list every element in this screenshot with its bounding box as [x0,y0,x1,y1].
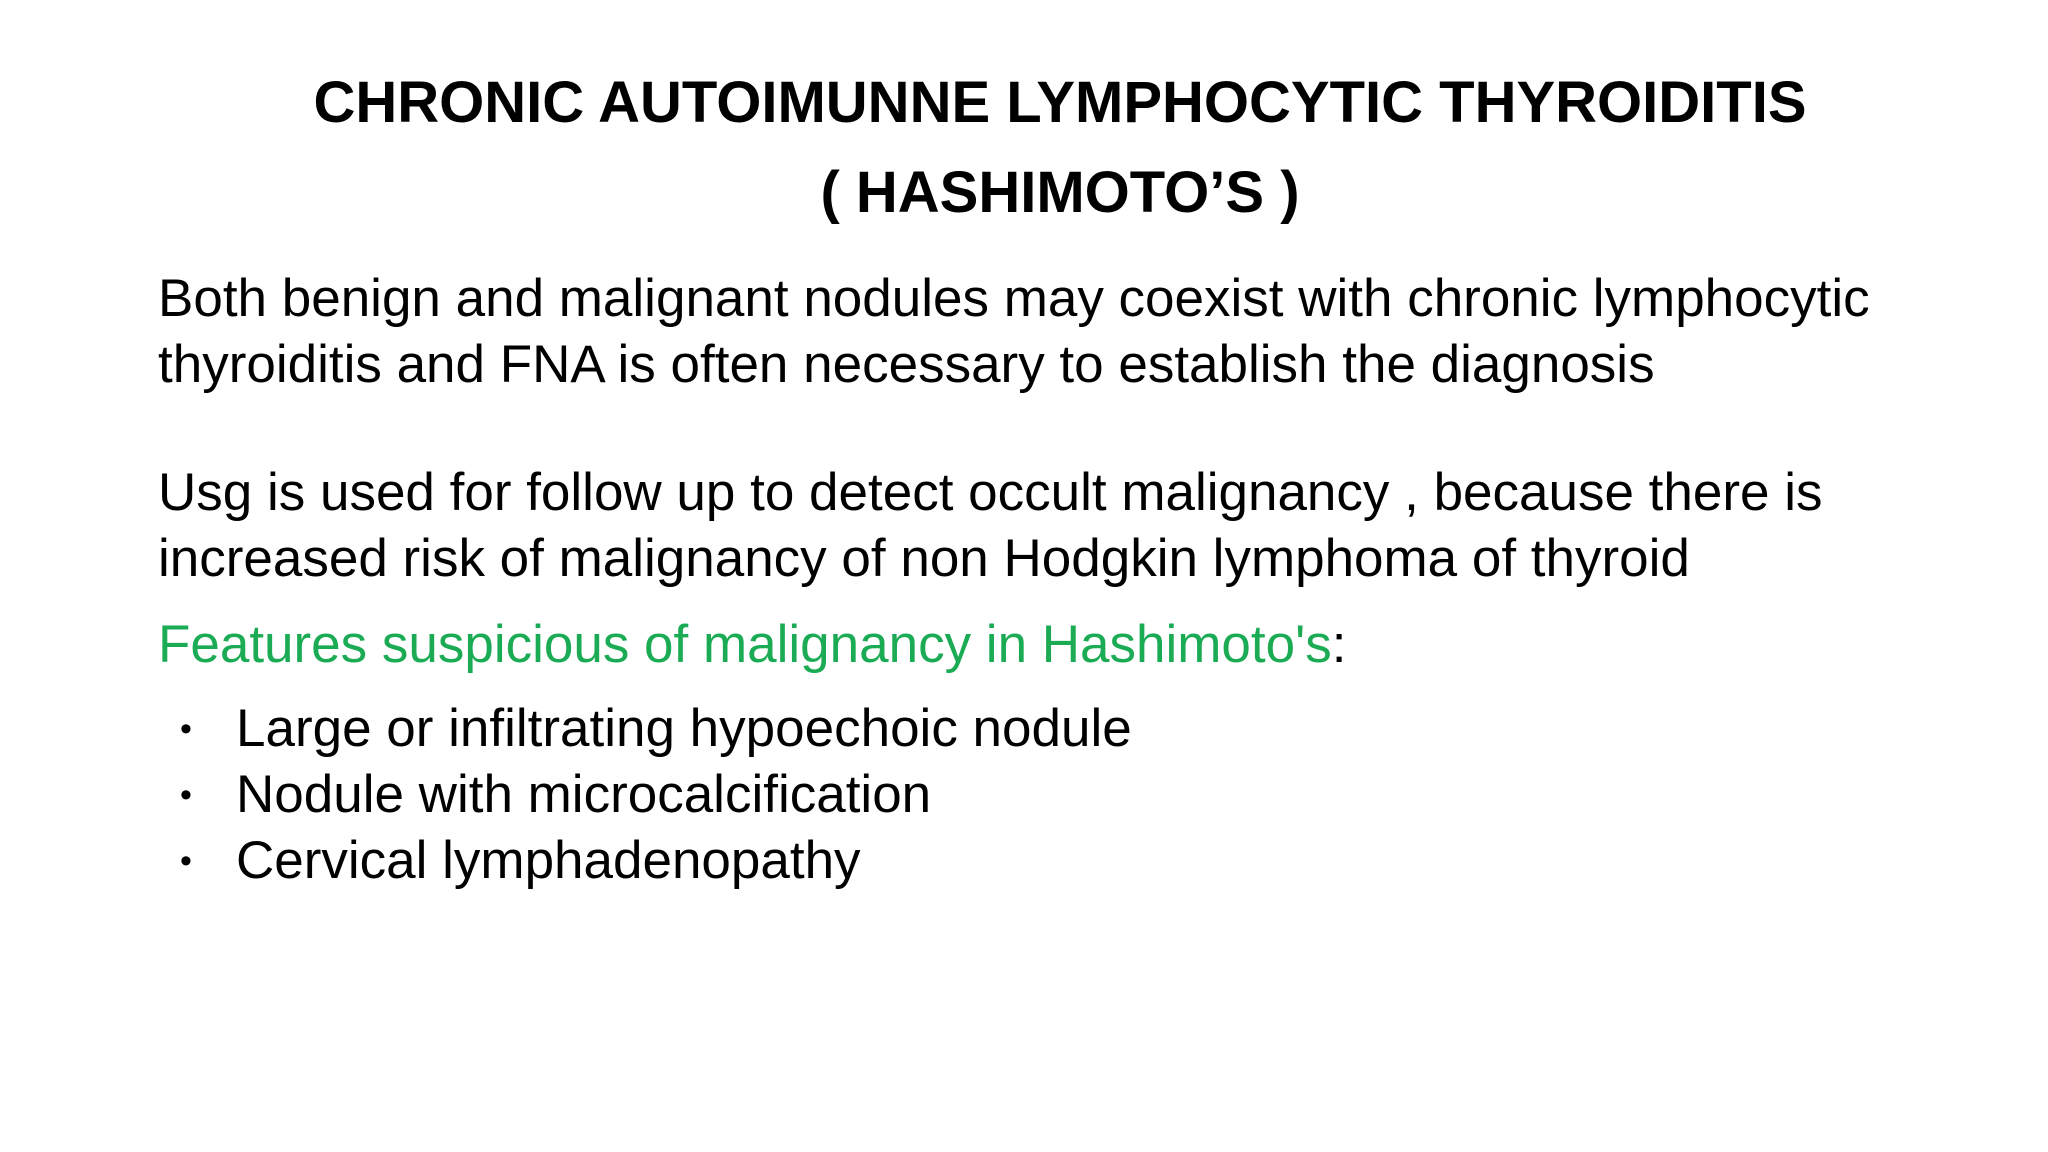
slide-title [160,58,1960,238]
list-item [180,828,1132,894]
paragraph-usg-line-2: increased risk of malignancy of non Hodgkin lymphoma of thyroid [158,529,1690,588]
bullet-icon: • [180,710,192,748]
paragraph-coexist [158,266,1870,398]
features-heading-text: Features suspicious of malignancy in Hashimoto's [158,615,1332,674]
title-line-2: ( HASHIMOTO’S ) [820,160,1300,225]
bullet-icon: • [180,842,192,880]
features-heading-colon: : [1331,615,1347,674]
paragraph-usg-line-1: Usg is used for follow up to detect occult malignancy , because there is [158,463,1823,522]
paragraph-coexist-line-1: Both benign and malignant nodules may coexist with chronic lymphocytic [158,269,1870,328]
paragraph-coexist-line-2: thyroiditis and FNA is often necessary to establish the diagnosis [158,335,1655,394]
list-item-text: Nodule with microcalcification [236,765,932,824]
title-line-1: CHRONIC AUTOIMUNNE LYMPHOCYTIC THYROIDITIS [313,70,1807,135]
features-heading [158,612,1346,678]
list-item [180,696,1132,762]
list-item-text: Cervical lymphadenopathy [236,831,861,890]
paragraph-usg [158,460,1822,592]
features-list [180,696,1132,894]
list-item-text: Large or infiltrating hypoechoic nodule [236,699,1132,758]
list-item [180,762,1132,828]
bullet-icon: • [180,776,192,814]
